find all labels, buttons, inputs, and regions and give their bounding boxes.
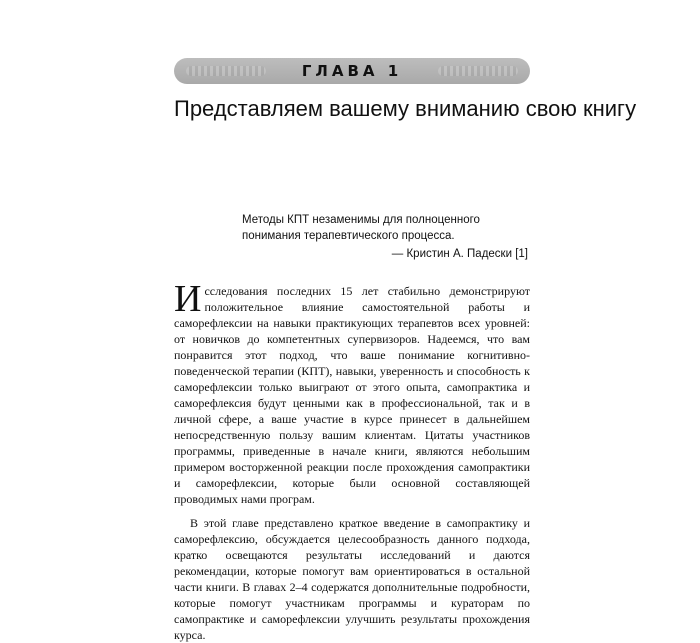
epigraph-attribution: — Кристин А. Падески [1] [391, 248, 528, 260]
epigraph-text: Методы КПТ незаменимы для полноценного понимания терапевтического процесса. [242, 214, 480, 242]
chapter-title: Представляем вашему вниманию свою книгу [174, 96, 637, 121]
drop-cap: И [174, 278, 202, 320]
chapter-label: ГЛАВА 1 [301, 62, 403, 80]
paragraph-1 [174, 278, 530, 507]
chapter-header-band [174, 58, 530, 84]
paragraph-1-text: сследования последних 15 лет стабильно демонстрируют положительное влияние самостоятельной работы и саморефлексии на навыки практикующих терапевтов всех уровней: от новичков до компетентных супервизоров. Надеемся, что вам понравится этот подход, что ваше понимание когнитивно-поведенческой терапии (КПТ), навыки, уверенность и способность к саморефлексии только выиграют от этого опыта, самопрактика и саморефлексия будут ценными как в профессиональной, так и в личной сфере, а ваше участие в курсе принесет в дальнейшем непосредственную пользу вашим клиентам. Цитаты участников программы, приведенные в начале книги, являются небольшим примером восторженной реакции после прохождения самопрактики и саморефлексии, которые были основной составляющей проводимых нами програм. [174, 284, 530, 506]
paragraph-2: В этой главе представлено краткое введение в самопрактику и саморефлексию, обсуждается целесообразность данного подхода, кратко освещаются результаты исследований и даются рекомендации, которые помогут вам ориентироваться в остальной части книги. В главах 2–4 содержатся дополнительные подробности, которые помогут участникам программы и кураторам по самопрактике и саморефлексии улучшить результаты прохождения курса. [174, 516, 530, 642]
body-text [174, 278, 530, 643]
epigraph [242, 212, 528, 262]
